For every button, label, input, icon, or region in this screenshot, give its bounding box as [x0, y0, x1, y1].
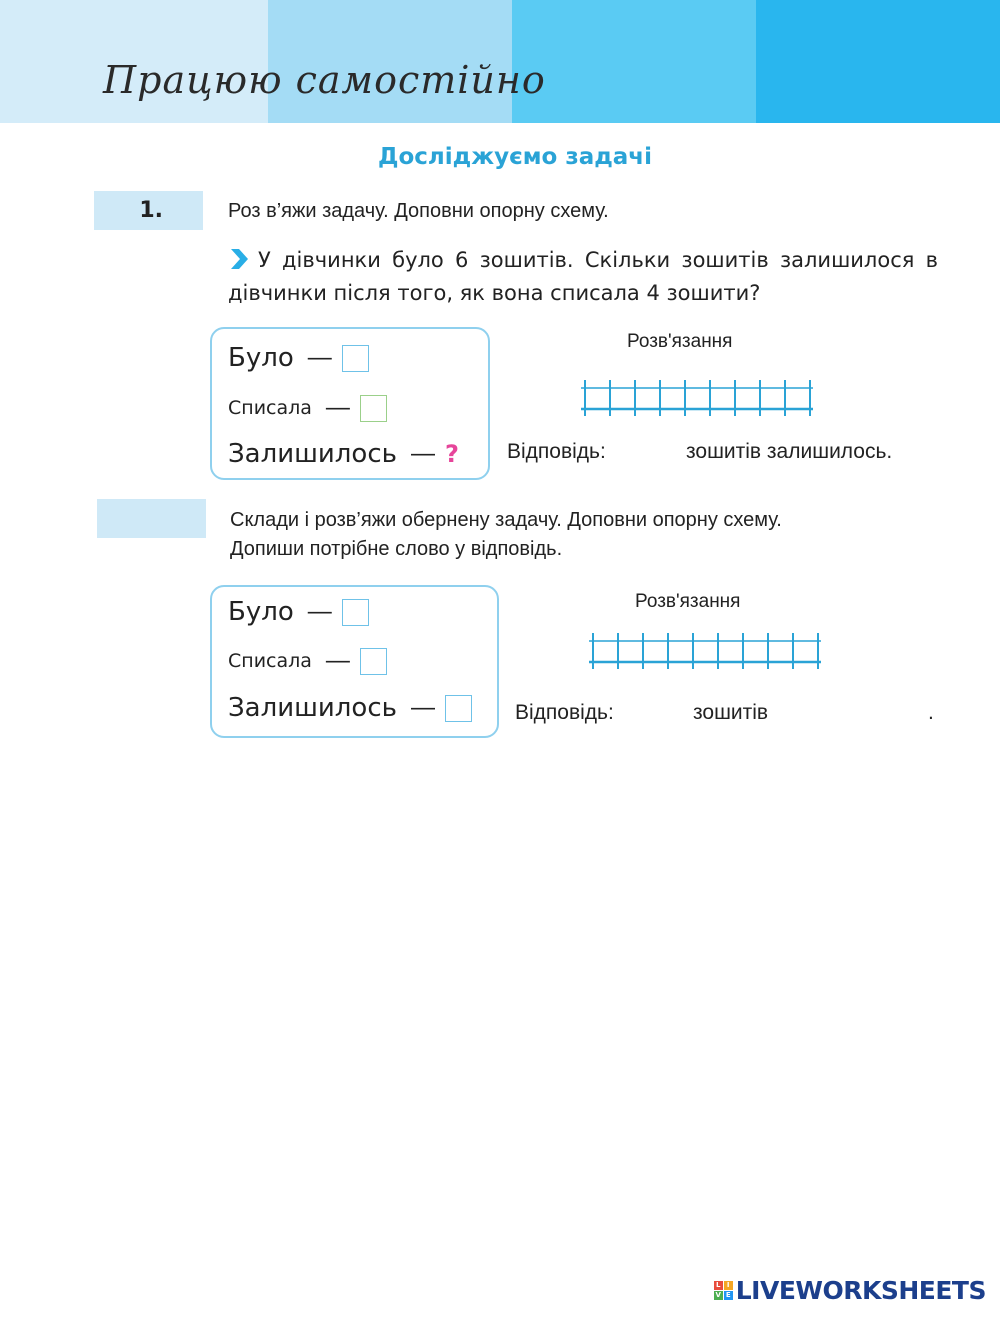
dash: —: [307, 598, 332, 625]
task1-left-label: Залишилось: [228, 439, 397, 469]
logo-letter: E: [724, 1291, 733, 1300]
dash: —: [307, 344, 332, 371]
task2-wrote-label: Списала: [228, 650, 312, 672]
task2-left-input[interactable]: [445, 695, 472, 722]
task2-wrote-input[interactable]: [360, 648, 387, 675]
task1-solution-grid[interactable]: [581, 378, 815, 418]
task2-scheme: [210, 585, 499, 738]
task1-wrote-input[interactable]: [360, 395, 387, 422]
task1-number-box: [94, 191, 203, 230]
logo-grid-icon: [714, 1281, 733, 1300]
dash: —: [410, 440, 435, 467]
task2-answer-label: Відповідь:: [515, 701, 614, 724]
task1-row-wrote: [228, 394, 387, 422]
dash: —: [410, 694, 435, 721]
task1-wrote-label: Списала: [228, 397, 312, 419]
task2-left-label: Залишилось: [228, 693, 397, 723]
header-band-3: [512, 0, 756, 123]
task2-was-input[interactable]: [342, 599, 369, 626]
section-title: Досліджуємо задачі: [377, 144, 652, 170]
task1-number: 1.: [139, 198, 163, 223]
liveworksheets-logo: [714, 1276, 986, 1305]
task1-answer-text: зошитів залишилось.: [686, 440, 893, 463]
task1-problem: [228, 244, 938, 310]
logo-letter: V: [715, 1291, 721, 1299]
task1-solution-label: Розв'язання: [627, 331, 733, 352]
logo-text: LIVEWORKSHEETS: [735, 1276, 986, 1305]
logo-letter: L: [714, 1281, 723, 1290]
dash: —: [325, 647, 350, 674]
task1-scheme: [210, 327, 490, 480]
task2-answer-text: зошитів: [693, 701, 769, 724]
task2-row-left: [228, 693, 472, 723]
task1-answer-label: Відповідь:: [507, 440, 606, 463]
dash: —: [325, 394, 350, 421]
logo-letter: I: [724, 1281, 733, 1290]
task2-instruction-1: Склади і розв’яжи обернену задачу. Доповни опорну схему.: [230, 509, 782, 531]
task2-solution-grid[interactable]: [589, 631, 823, 671]
header-band-4: [756, 0, 1000, 123]
task2-solution-label: Розв'язання: [635, 591, 741, 612]
task1-was-input[interactable]: [342, 345, 369, 372]
task2-instruction-2: Допиши потрібне слово у відповідь.: [230, 538, 563, 560]
task2-was-label: Було: [228, 597, 294, 627]
task2-number-box: [97, 499, 206, 538]
task1-row-left: [228, 439, 459, 469]
task1-instruction: Роз в’яжи задачу. Доповни опорну схему.: [228, 200, 609, 222]
task1-problem-text: У дівчинки було 6 зошитів. Скільки зошитів залишилося в дівчинки після того, як вона списала 4 зошити?: [228, 248, 938, 305]
task1-was-label: Було: [228, 343, 294, 373]
task2-row-was: [228, 597, 369, 627]
task1-row-was: [228, 343, 369, 373]
chevron-right-icon: [228, 247, 250, 271]
task2-answer-end: .: [928, 701, 934, 724]
question-mark: ?: [444, 440, 459, 468]
header-title: Працюю самостійно: [103, 58, 546, 102]
task2-row-wrote: [228, 647, 387, 675]
